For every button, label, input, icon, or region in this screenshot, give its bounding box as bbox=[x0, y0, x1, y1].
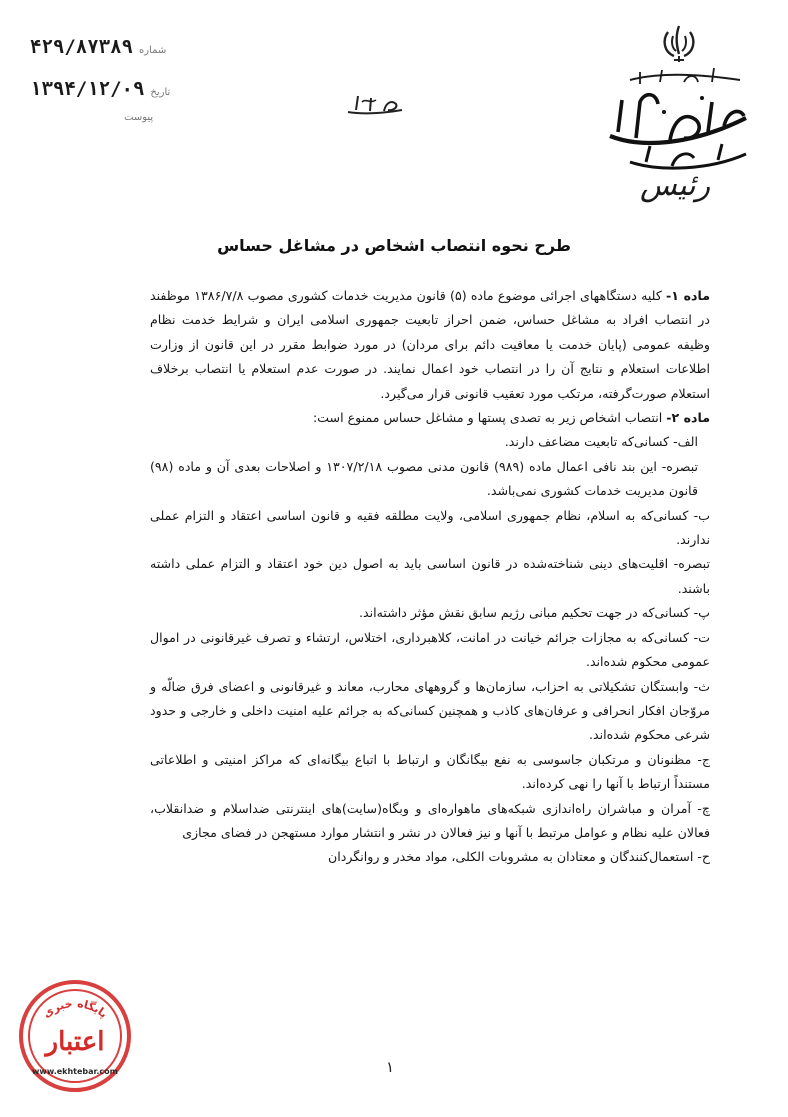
letter-date-row bbox=[30, 78, 170, 100]
ekhtebar-watermark-stamp bbox=[10, 970, 140, 1100]
note-be: تبصره- اقلیت‌های دینی شناخته‌شده در قانون اساسی باید به اصول دین خود اعتقاد و التزام عملی داشته باشند. bbox=[150, 556, 710, 596]
document-body bbox=[150, 284, 710, 870]
page-number: ۱ bbox=[386, 1058, 395, 1076]
letter-number-value: ۴۲۹/۸۷۳۸۹ bbox=[30, 36, 133, 58]
clause-jim: ج- مظنونان و مرتکبان جاسوسی به نفع بیگانگان و ارتباط با اتباع بیگانه‌ای که مراکز امنیتی و اطلاعاتی مستنداً ارتباط با آنها را نهی کرده‌اند. bbox=[150, 751, 710, 792]
clause-alef: الف- کسانی‌که تابعیت مضاعف دارند. bbox=[504, 434, 698, 450]
letter-attachment-label: پیوست bbox=[124, 112, 154, 123]
clause-he: ح- استعمال‌کنندگان و معتادان به مشروبات الکلی، مواد مخدر و روانگردان bbox=[327, 849, 710, 865]
letter-attachment-row bbox=[118, 112, 153, 123]
article-1-text: کلیه دستگاههای اجرائی موضوع ماده (۵) قانون مدیریت خدمات کشوری مصوب ۱۳۸۶/۷/۸ موظفند در انتصاب افراد به مشاغل حساس، ضمن احراز تابعیت جمهوری اسلامی ایران و شرایط خدمت نظام وظیفه عمومی (پایان خدمت یا معافیت دائم برای مردان) در مورد ضوابط مقرر در این قانون از وزارت اطلاعات استعلام و نتایج آن را در انتصاب خود اعمال نمایند. در صورت عدم استعلام یا انتصاب برخلاف استعلام صورت‌گرفته، مرتکب مورد تعقیب قانونی قرار می‌گیرد. bbox=[150, 288, 710, 401]
letter-date-value: ۱۳۹۴/۱۲/۰۹ bbox=[30, 78, 145, 100]
clause-pe: پ- کسانی‌که در جهت تحکیم مبانی رژیم سابق نقش مؤثر داشته‌اند. bbox=[359, 605, 710, 621]
stamp-url-text: www.ekhtebar.com bbox=[32, 1067, 118, 1076]
article-2-lead: ماده ۲- bbox=[666, 410, 710, 426]
article-1 bbox=[150, 284, 710, 406]
clause-te: ت- کسانی‌که به مجازات جرائم خیانت در امانت، کلاهبرداری، اختلاس، ارتشاء و تصرف غیرقانونی در اموال عمومی محکوم شده‌اند. bbox=[150, 629, 710, 670]
article-1-lead: ماده ۱- bbox=[666, 288, 710, 303]
document-title: طرح نحوه انتصاب اشخاص در مشاغل حساس bbox=[217, 236, 571, 255]
stamp-main-text: اعتبار bbox=[45, 1027, 105, 1057]
article-2-text: انتصاب اشخاص زیر به تصدی پستها و مشاغل حساس ممنوع است: bbox=[312, 410, 667, 426]
article-2 bbox=[150, 406, 710, 430]
office-title: رئیس bbox=[640, 168, 711, 203]
letter-number-label: شماره bbox=[138, 45, 167, 56]
clause-be: ب- کسانی‌که به اسلام، نظام جمهوری اسلامی، ولایت مطلقه فقیه و قانون اساسی اعتقاد و التزام عملی ندارند. bbox=[150, 507, 710, 548]
stamp-top-text: پایگاه خبری bbox=[40, 997, 111, 1021]
letter-date-label: تاریخ bbox=[150, 87, 171, 98]
letter-number-row bbox=[30, 36, 166, 58]
clause-che: چ- آمران و مباشران راه‌اندازی شبکه‌های ماهواره‌ای و وبگاه(سایت)های اینترنتی ضداسلام و ضدانقلاب، فعالان علیه نظام و عوامل مرتبط با آنها و نیز فعالان در نشر و انتشار موارد مستهجن در فضای مجازی bbox=[150, 800, 710, 840]
basmala-calligraphy-icon bbox=[340, 84, 410, 124]
clause-se: ث- وابستگان تشکیلاتی به احزاب، سازمان‌ها و گروههای محارب، معاند و غیرقانونی و اعضای فرق ضالّه و مروّجان افکار انحرافی و عرفان‌های کاذب و همچنین کسانی‌که به جرائم علیه امنیت داخلی و خارجی و حدود شرعی محکوم شده‌اند. bbox=[150, 678, 710, 743]
note-alef: تبصره- این بند نافی اعمال ماده (۹۸۹) قانون مدنی مصوب ۱۳۰۷/۲/۱۸ و اصلاحات بعدی آن و ماده (۹۸) قانون مدیریت خدمات کشوری نمی‌باشد. bbox=[150, 458, 699, 499]
parliament-logotype-icon bbox=[600, 62, 750, 180]
